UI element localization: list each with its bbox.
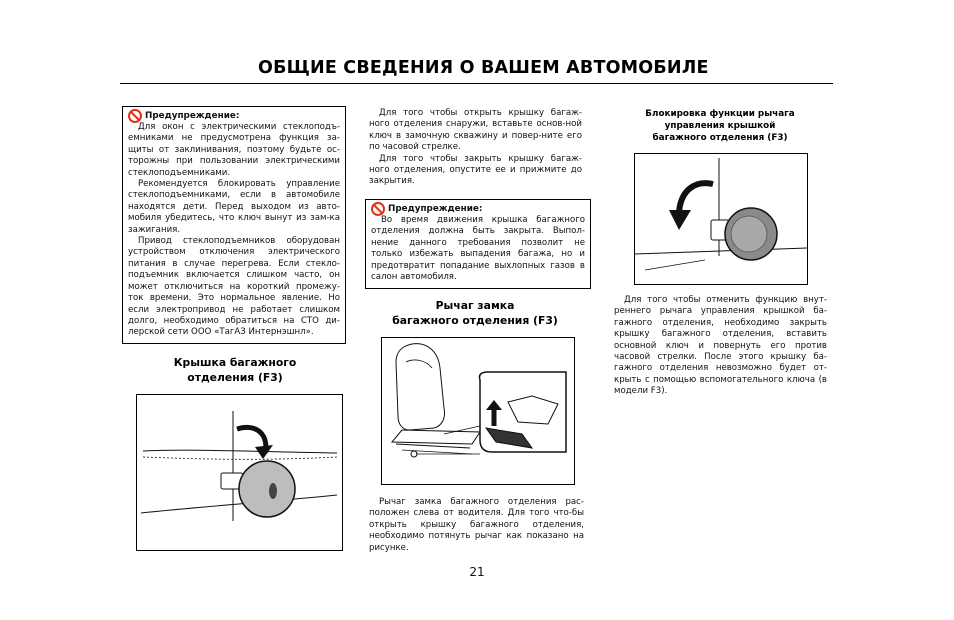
warning-paragraph: Во время движения крышка багажного отделения должна быть закрыта. Выпол-нение данного требования позволит не только избежать выпадения багажа, но и предотвратит попадание выхлопных газов в салон автомобиля. — [371, 215, 585, 283]
text-paragraph: Рычаг замка багажного отделения рас-положен слева от водителя. Для того что-бы открыть крышку багажного отделения, необходимо потянуть рычаг как показано на рисунке. — [369, 497, 584, 553]
figure-trunk-lever — [381, 337, 575, 485]
text-paragraph: Для того чтобы закрыть крышку багаж-ного отделения, опустите ее и прижмите до закрытия. — [369, 153, 582, 187]
figure-lever-lock — [634, 153, 808, 285]
title-divider — [120, 83, 833, 84]
heading-line: Блокировка функции рычага — [645, 109, 795, 119]
heading-line: Рычаг замка — [435, 299, 515, 312]
warning-box-windows — [122, 106, 346, 344]
lever-lock-text — [614, 295, 827, 398]
section-heading-lever-lock — [620, 108, 820, 144]
warning-paragraph: Привод стеклоподъемников оборудован устройством отключения электрического питания в случае перегрева. Если стекло-подъемник включается слишком часто, он может отключиться на короткий промежу-ток времени. Это нормальное явление. Но если электропривод не работает слишком долго, необходимо обратиться на СТО ди-лерской сети ООО «ТагАЗ Интернэшнл». — [128, 236, 340, 338]
text-paragraph: Для того чтобы отменить функцию внут-реннего рычага управления крышкой ба-гажного отделения, необходимо закрыть крышку багажного отделения, вставить основной ключ и повернуть его против часовой стрелки. После этого крышку ба-гажного отделения невозможно будет от-крыть с помощью вспомогательного ключа (в модели F3). — [614, 295, 827, 397]
warning-text — [371, 215, 585, 283]
page-title: ОБЩИЕ СВЕДЕНИЯ О ВАШЕМ АВТОМОБИЛЕ — [258, 58, 709, 78]
warning-title: Предупреждение: — [145, 110, 240, 121]
warning-header — [371, 202, 585, 215]
no-entry-icon — [128, 109, 142, 123]
key-rotation-illustration — [635, 154, 807, 284]
trunk-open-text — [369, 108, 582, 188]
warning-paragraph: Рекомендуется блокировать управление стеклоподъемниками, если в автомобиле находятся дети. Перед выходом из авто-мобиля убедитесь, что ключ вынут из зам-ка зажигания. — [128, 179, 340, 235]
warning-title: Предупреждение: — [388, 203, 483, 214]
heading-line: багажного отделения (F3) — [392, 314, 558, 327]
section-heading-trunk-lever — [370, 298, 580, 328]
heading-line: Крышка багажного — [173, 356, 297, 369]
trunk-lever-text — [369, 497, 584, 554]
seat-lever-illustration — [382, 338, 574, 484]
section-heading-trunk-lid — [140, 355, 330, 385]
warning-box-driving — [365, 199, 591, 289]
heading-line: управления крышкой — [664, 121, 776, 131]
heading-line: багажного отделения (F3) — [652, 133, 788, 143]
text-paragraph: Для того чтобы открыть крышку багаж-ного отделения снаружи, вставьте основ-ной ключ в замочную скважину и повер-ните его по часовой стрелке. — [369, 108, 582, 153]
trunk-keyhole-illustration — [137, 395, 342, 550]
heading-line: отделения (F3) — [187, 371, 283, 384]
warning-header — [128, 109, 340, 122]
warning-text — [128, 122, 340, 339]
warning-paragraph: Для окон с электрическими стеклоподъ-емниками не предусмотрена функция за-щиты от заклинивания, поэтому будьте ос-торожны при пользовании электрическими стеклоподъемниками. — [128, 122, 340, 178]
no-entry-icon — [371, 202, 385, 216]
figure-trunk-keyhole — [136, 394, 343, 551]
page-number: 21 — [469, 565, 485, 579]
